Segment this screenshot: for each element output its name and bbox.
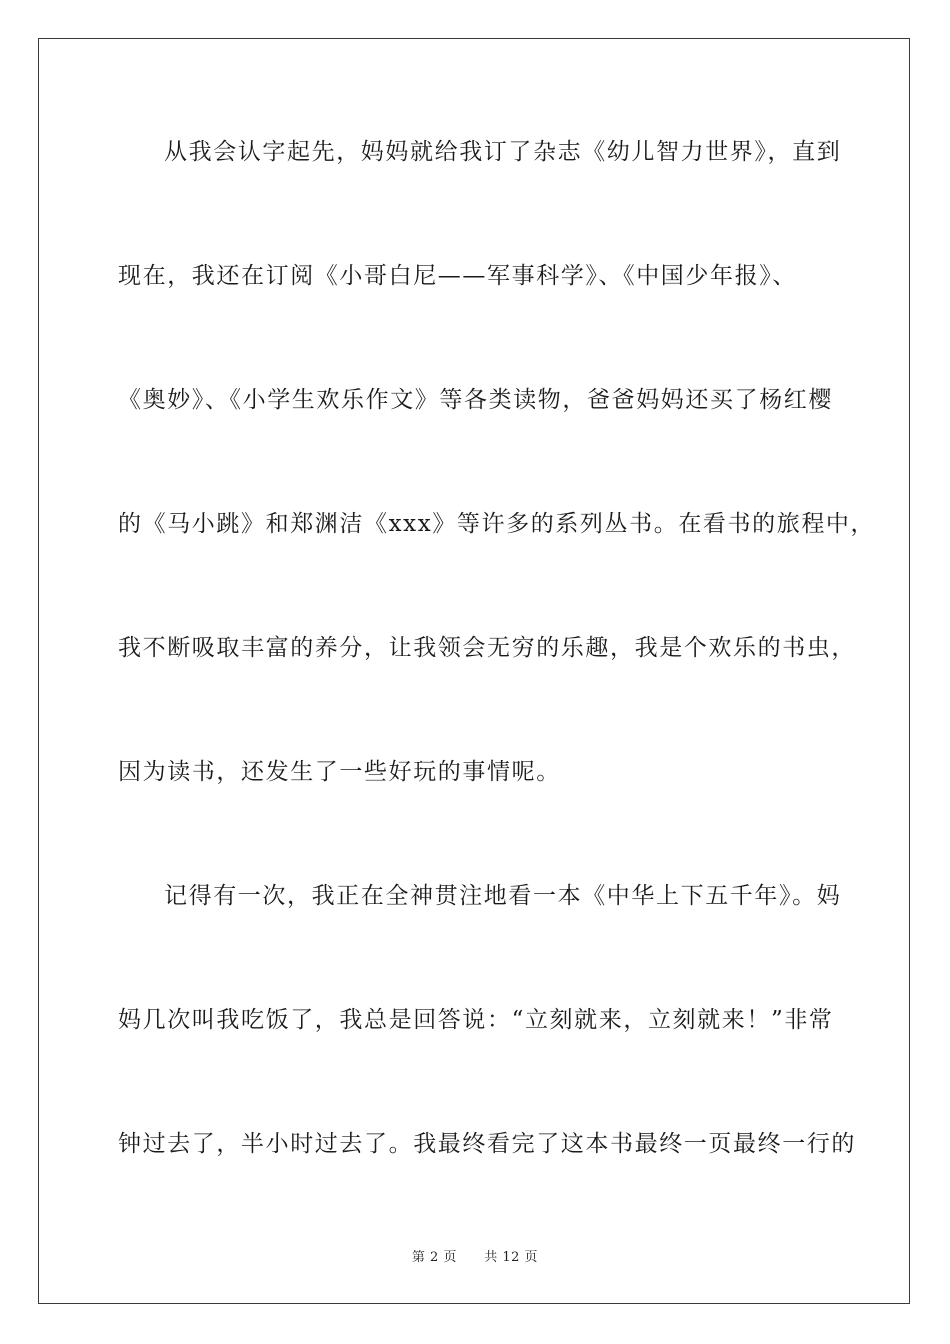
paragraph-2-line-3: 钟过去了，半小时过去了。我最终看完了这本书最终一页最终一行的 [118, 1131, 856, 1157]
paragraph-2-line-2: 妈几次叫我吃饭了，我总是回答说：“立刻就来，立刻就来！”非常 [118, 1007, 834, 1033]
total-pages: 共 12 页 [484, 1250, 539, 1265]
paragraph-1-line-2: 现在，我还在订阅《小哥白尼——军事科学》、《中国少年报》、 [118, 263, 797, 289]
paragraph-1-line-3: 《奥妙》、《小学生欢乐作文》等各类读物，爸爸妈妈还买了杨红樱 [118, 387, 833, 413]
paragraph-1-line-5: 我不断吸取丰富的养分，让我领会无穷的乐趣，我是个欢乐的书虫， [118, 635, 856, 661]
page-number: 第 2 页 [411, 1250, 457, 1265]
page-footer [0, 1246, 950, 1265]
paragraph-2-line-1: 记得有一次，我正在全神贯注地看一本《中华上下五千年》。妈 [164, 883, 842, 909]
paragraph-1-line-1: 从我会认字起先，妈妈就给我订了杂志《幼儿智力世界》，直到 [164, 139, 842, 165]
page-border [38, 38, 910, 1304]
paragraph-1-line-4: 的《马小跳》和郑渊洁《xxx》等许多的系列丛书。在看书的旅程中， [118, 511, 876, 537]
paragraph-1-line-6: 因为读书，还发生了一些好玩的事情呢。 [118, 759, 561, 785]
